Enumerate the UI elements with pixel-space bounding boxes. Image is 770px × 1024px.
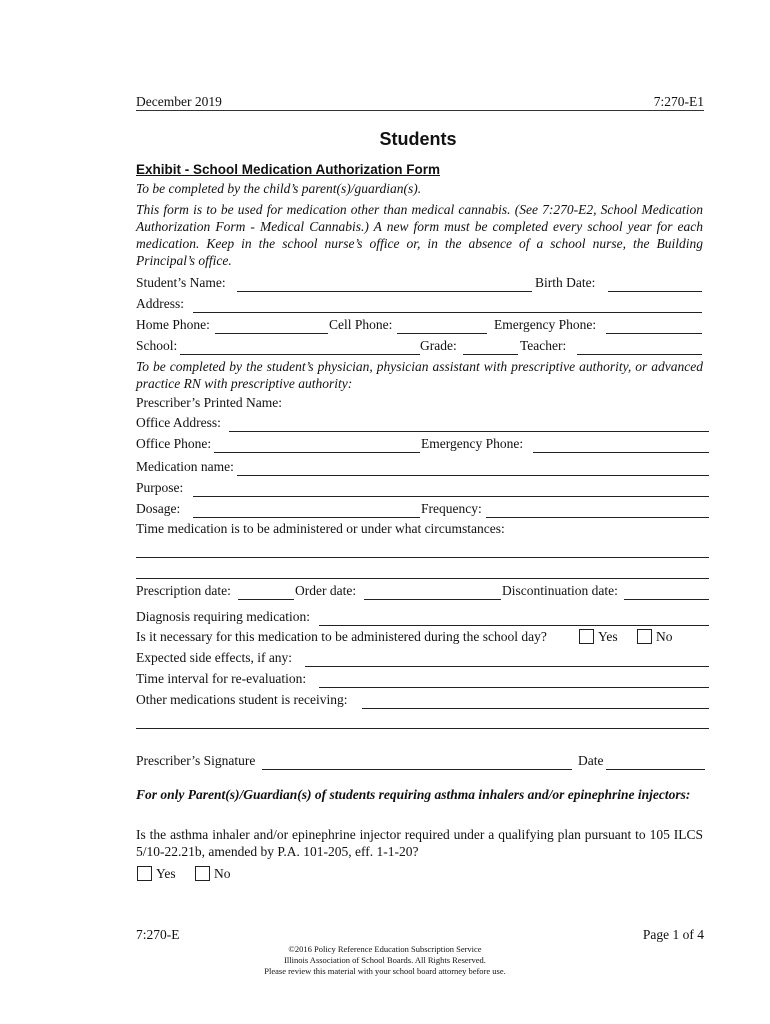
side-effects-field[interactable] [305,666,709,667]
asthma-yes-label: Yes [156,866,176,881]
birth-date-label: Birth Date: [535,275,596,290]
page-title: Students [379,129,457,149]
dosage-label: Dosage: [136,501,181,516]
grade-field[interactable] [463,354,518,355]
asthma-yes-checkbox[interactable] [137,866,152,881]
parent-emergency-phone-label: Emergency Phone: [494,317,597,332]
physician-emergency-phone-label: Emergency Phone: [421,436,524,451]
necessary-yes-label: Yes [598,629,618,644]
footer-code: 7:270-E [136,927,180,942]
asthma-header: For only Parent(s)/Guardian(s) of students requiring asthma inhalers and/or epinephrine injectors: [136,787,691,802]
footer-copyright: ©2016 Policy Reference Education Subscription Service [288,944,482,954]
reevaluation-label: Time interval for re-evaluation: [136,671,307,686]
necessary-no-label: No [656,629,673,644]
frequency-label: Frequency: [421,501,482,516]
purpose-field[interactable] [193,496,709,497]
student-name-label: Student’s Name: [136,275,226,290]
signature-label: Prescriber’s Signature [136,753,256,768]
necessary-question: Is it necessary for this medication to be administered during the school day? [136,629,547,644]
office-phone-label: Office Phone: [136,436,212,451]
reevaluation-field[interactable] [319,687,709,688]
asthma-no-checkbox[interactable] [195,866,210,881]
header-date: December 2019 [136,94,222,109]
physician-intro: To be completed by the student’s physician, physician assistant with prescriptive authority, or advanced practice RN with prescriptive authority: [136,359,703,391]
medication-name-field[interactable] [237,475,709,476]
footer-review-note: Please review this material with your school board attorney before use. [264,966,506,976]
address-label: Address: [136,296,184,311]
header-divider [136,110,704,111]
other-meds-label: Other medications student is receiving: [136,692,348,707]
physician-emergency-phone-field[interactable] [533,452,709,453]
birth-date-field[interactable] [608,291,702,292]
signature-date-label: Date [578,753,604,768]
asthma-no-label: No [214,866,231,881]
prescription-date-field[interactable] [238,599,294,600]
grade-label: Grade: [420,338,457,353]
time-admin-label: Time medication is to be administered or under what circumstances: [136,521,505,536]
signature-date-field[interactable] [606,769,705,770]
header-code: 7:270-E1 [653,94,704,109]
necessary-yes-checkbox[interactable] [579,629,594,644]
side-effects-label: Expected side effects, if any: [136,650,293,665]
prescriber-name-label: Prescriber’s Printed Name: [136,395,282,410]
necessary-no-checkbox[interactable] [637,629,652,644]
dosage-field[interactable] [193,517,420,518]
teacher-label: Teacher: [520,338,567,353]
student-name-field[interactable] [237,291,532,292]
intro-paragraph: This form is to be used for medication other than medical cannabis. (See 7:270-E2, School Medication Authorization Form - Medical Cannabis.) A new form must be completed every school year for each medication. Keep in the school nurse’s office or, in the absence of a school nurse, the Building Principal’s office. [136,202,703,268]
frequency-field[interactable] [486,517,709,518]
diagnosis-field[interactable] [319,625,709,626]
discontinuation-date-label: Discontinuation date: [502,583,618,598]
office-address-label: Office Address: [136,415,221,430]
office-phone-field[interactable] [214,452,420,453]
discontinuation-date-field[interactable] [624,599,709,600]
cell-phone-field[interactable] [397,333,487,334]
purpose-label: Purpose: [136,480,184,495]
intro-line: To be completed by the child’s parent(s)/guardian(s). [136,181,422,196]
footer-page-number: Page 1 of 4 [642,927,704,942]
school-field[interactable] [180,354,420,355]
home-phone-label: Home Phone: [136,317,210,332]
office-address-field[interactable] [229,431,709,432]
order-date-label: Order date: [295,583,357,598]
time-admin-field-2[interactable] [136,578,709,579]
asthma-question: Is the asthma inhaler and/or epinephrine injector required under a qualifying plan pursuant to 105 ILCS 5/10-22.21b, amended by P.A. 101-205, eff. 1-1-20? [136,827,703,859]
exhibit-title: Exhibit - School Medication Authorization Form [136,162,440,177]
teacher-field[interactable] [577,354,702,355]
home-phone-field[interactable] [215,333,328,334]
cell-phone-label: Cell Phone: [329,317,393,332]
school-label: School: [136,338,178,353]
signature-field[interactable] [262,769,572,770]
address-field[interactable] [193,312,702,313]
medication-name-label: Medication name: [136,459,234,474]
other-meds-field-2[interactable] [136,728,709,729]
other-meds-field[interactable] [362,708,709,709]
time-admin-field-1[interactable] [136,557,709,558]
footer-association: Illinois Association of School Boards. All Rights Reserved. [284,955,486,965]
parent-emergency-phone-field[interactable] [606,333,702,334]
order-date-field[interactable] [364,599,501,600]
prescription-date-label: Prescription date: [136,583,231,598]
diagnosis-label: Diagnosis requiring medication: [136,609,310,624]
